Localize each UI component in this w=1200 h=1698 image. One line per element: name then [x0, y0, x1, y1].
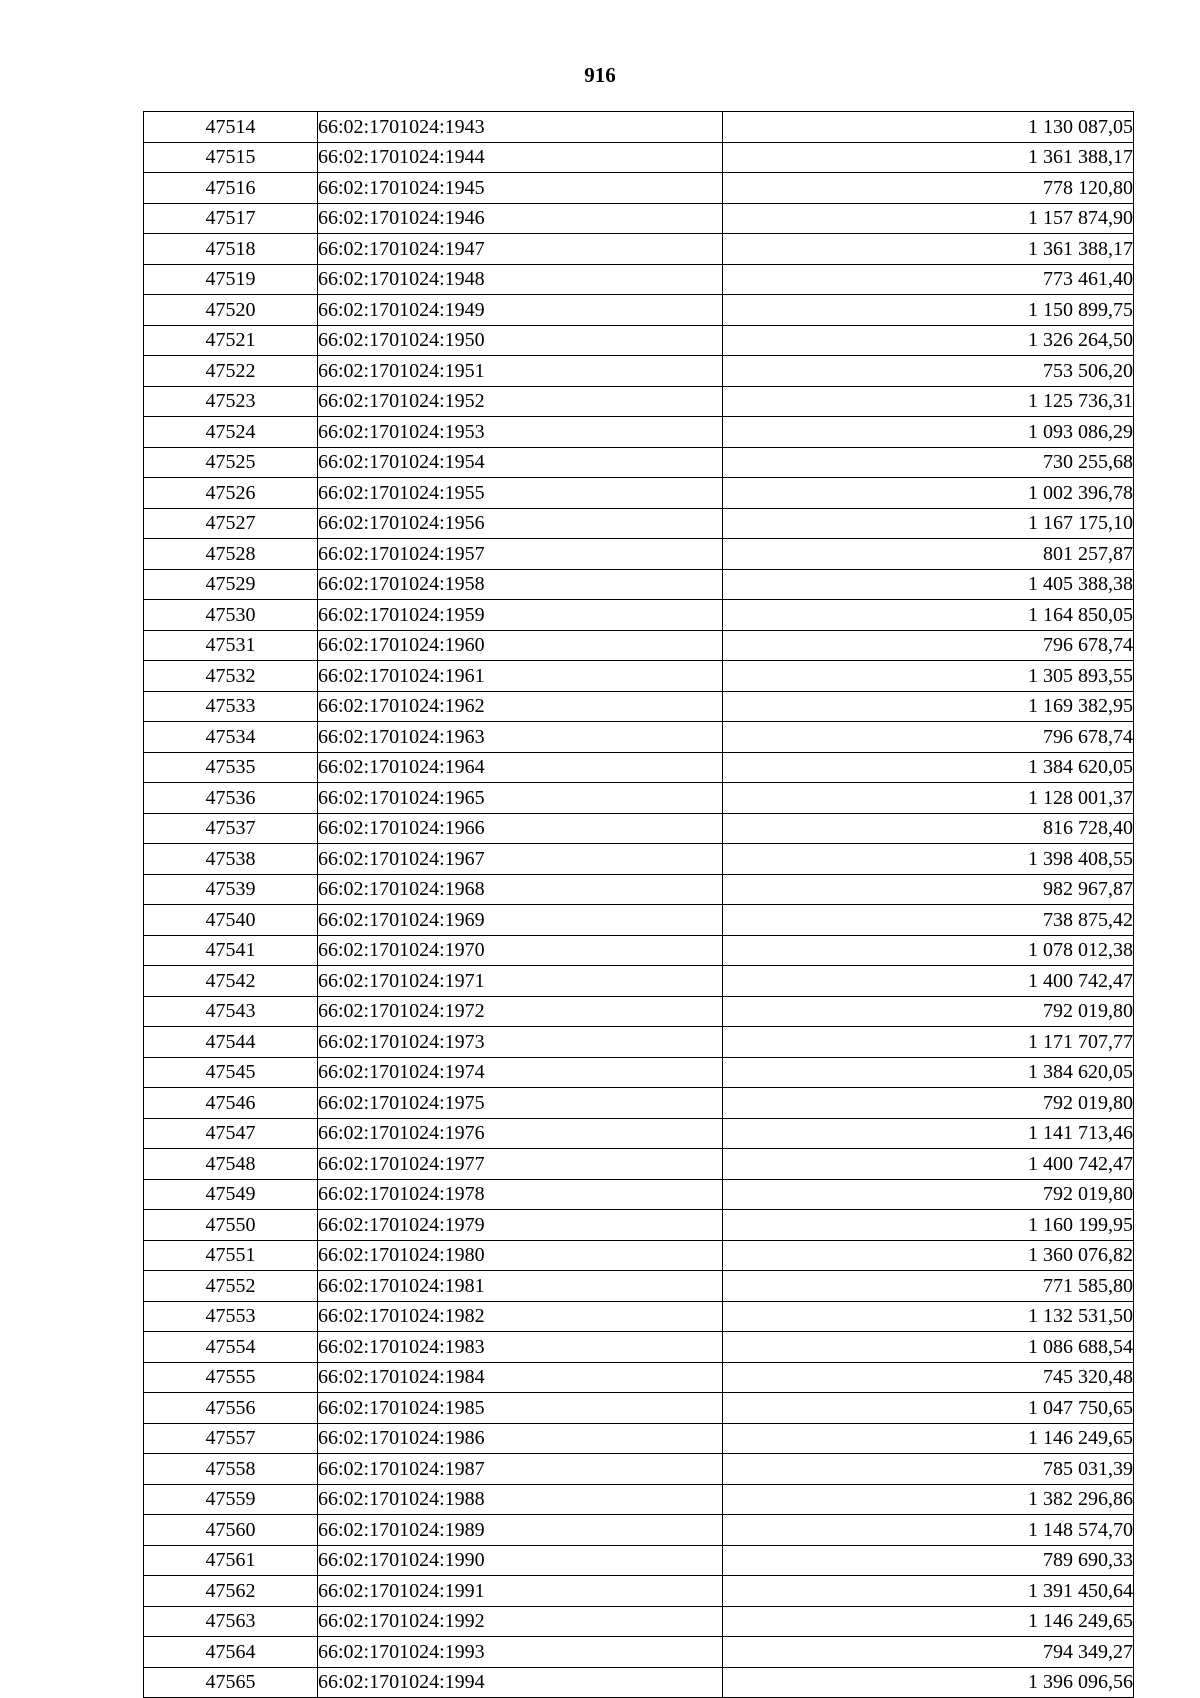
row-number-cell: 47547	[144, 1118, 318, 1149]
row-number-cell: 47553	[144, 1301, 318, 1332]
cadastral-number-cell: 66:02:1701024:1973	[318, 1027, 723, 1058]
row-number-cell: 47563	[144, 1606, 318, 1637]
table-row	[144, 691, 1134, 722]
table-row	[144, 112, 1134, 143]
table-row	[144, 630, 1134, 661]
cadastral-number-cell: 66:02:1701024:1964	[318, 752, 723, 783]
cadastral-value-cell: 1 086 688,54	[723, 1332, 1134, 1363]
cadastral-value-cell: 1 093 086,29	[723, 417, 1134, 448]
cadastral-value-cell: 1 167 175,10	[723, 508, 1134, 539]
cadastral-number-cell: 66:02:1701024:1988	[318, 1484, 723, 1515]
cadastral-number-cell: 66:02:1701024:1956	[318, 508, 723, 539]
cadastral-number-cell: 66:02:1701024:1963	[318, 722, 723, 753]
row-number-cell: 47557	[144, 1423, 318, 1454]
row-number-cell: 47534	[144, 722, 318, 753]
table-row	[144, 325, 1134, 356]
table-row	[144, 173, 1134, 204]
cadastral-number-cell: 66:02:1701024:1948	[318, 264, 723, 295]
table-row	[144, 996, 1134, 1027]
table-row	[144, 417, 1134, 448]
cadastral-value-cell: 794 349,27	[723, 1637, 1134, 1668]
cadastral-number-cell: 66:02:1701024:1969	[318, 905, 723, 936]
cadastral-value-cell: 1 169 382,95	[723, 691, 1134, 722]
cadastral-value-cell: 1 160 199,95	[723, 1210, 1134, 1241]
table-row	[144, 1667, 1134, 1698]
row-number-cell: 47519	[144, 264, 318, 295]
table-row	[144, 1240, 1134, 1271]
table-row	[144, 1423, 1134, 1454]
row-number-cell: 47525	[144, 447, 318, 478]
row-number-cell: 47558	[144, 1454, 318, 1485]
cadastral-number-cell: 66:02:1701024:1962	[318, 691, 723, 722]
cadastral-value-cell: 792 019,80	[723, 1088, 1134, 1119]
row-number-cell: 47516	[144, 173, 318, 204]
row-number-cell: 47546	[144, 1088, 318, 1119]
table-row	[144, 1606, 1134, 1637]
cadastral-number-cell: 66:02:1701024:1961	[318, 661, 723, 692]
table-row	[144, 874, 1134, 905]
cadastral-number-cell: 66:02:1701024:1958	[318, 569, 723, 600]
cadastral-number-cell: 66:02:1701024:1977	[318, 1149, 723, 1180]
cadastral-number-cell: 66:02:1701024:1980	[318, 1240, 723, 1271]
cadastral-value-cell: 730 255,68	[723, 447, 1134, 478]
cadastral-value-cell: 1 396 096,56	[723, 1667, 1134, 1698]
cadastral-value-cell: 796 678,74	[723, 630, 1134, 661]
row-number-cell: 47545	[144, 1057, 318, 1088]
cadastral-number-cell: 66:02:1701024:1979	[318, 1210, 723, 1241]
cadastral-number-cell: 66:02:1701024:1952	[318, 386, 723, 417]
table-row	[144, 752, 1134, 783]
cadastral-number-cell: 66:02:1701024:1957	[318, 539, 723, 570]
row-number-cell: 47541	[144, 935, 318, 966]
cadastral-number-cell: 66:02:1701024:1983	[318, 1332, 723, 1363]
cadastral-value-cell: 1 326 264,50	[723, 325, 1134, 356]
cadastral-value-cell: 785 031,39	[723, 1454, 1134, 1485]
row-number-cell: 47561	[144, 1545, 318, 1576]
row-number-cell: 47523	[144, 386, 318, 417]
row-number-cell: 47529	[144, 569, 318, 600]
row-number-cell: 47537	[144, 813, 318, 844]
row-number-cell: 47532	[144, 661, 318, 692]
cadastral-value-cell: 801 257,87	[723, 539, 1134, 570]
cadastral-number-cell: 66:02:1701024:1949	[318, 295, 723, 326]
table-row	[144, 1149, 1134, 1180]
cadastral-value-cell: 1 361 388,17	[723, 234, 1134, 265]
row-number-cell: 47538	[144, 844, 318, 875]
cadastral-number-cell: 66:02:1701024:1994	[318, 1667, 723, 1698]
cadastral-value-cell: 1 128 001,37	[723, 783, 1134, 814]
cadastral-number-cell: 66:02:1701024:1972	[318, 996, 723, 1027]
row-number-cell: 47565	[144, 1667, 318, 1698]
cadastral-number-cell: 66:02:1701024:1989	[318, 1515, 723, 1546]
table-row	[144, 935, 1134, 966]
cadastral-number-cell: 66:02:1701024:1970	[318, 935, 723, 966]
table-row	[144, 1210, 1134, 1241]
cadastral-value-cell: 1 382 296,86	[723, 1484, 1134, 1515]
cadastral-number-cell: 66:02:1701024:1986	[318, 1423, 723, 1454]
cadastral-value-cell: 745 320,48	[723, 1362, 1134, 1393]
table-row	[144, 386, 1134, 417]
cadastral-number-cell: 66:02:1701024:1944	[318, 142, 723, 173]
cadastral-number-cell: 66:02:1701024:1950	[318, 325, 723, 356]
cadastral-number-cell: 66:02:1701024:1984	[318, 1362, 723, 1393]
row-number-cell: 47535	[144, 752, 318, 783]
row-number-cell: 47527	[144, 508, 318, 539]
row-number-cell: 47548	[144, 1149, 318, 1180]
table-row	[144, 1179, 1134, 1210]
cadastral-number-cell: 66:02:1701024:1985	[318, 1393, 723, 1424]
table-row	[144, 844, 1134, 875]
cadastral-number-cell: 66:02:1701024:1954	[318, 447, 723, 478]
table-row	[144, 661, 1134, 692]
row-number-cell: 47521	[144, 325, 318, 356]
row-number-cell: 47544	[144, 1027, 318, 1058]
table-row	[144, 1301, 1134, 1332]
cadastral-value-cell: 1 305 893,55	[723, 661, 1134, 692]
cadastral-value-cell: 1 141 713,46	[723, 1118, 1134, 1149]
cadastral-value-cell: 1 400 742,47	[723, 966, 1134, 997]
table-row	[144, 1088, 1134, 1119]
row-number-cell: 47530	[144, 600, 318, 631]
table-row	[144, 1637, 1134, 1668]
cadastral-value-cell: 1 146 249,65	[723, 1606, 1134, 1637]
cadastral-number-cell: 66:02:1701024:1947	[318, 234, 723, 265]
cadastral-value-cell: 1 400 742,47	[723, 1149, 1134, 1180]
cadastral-number-cell: 66:02:1701024:1943	[318, 112, 723, 143]
table-row	[144, 1576, 1134, 1607]
table-row	[144, 234, 1134, 265]
table-row	[144, 1454, 1134, 1485]
cadastral-value-cell: 792 019,80	[723, 1179, 1134, 1210]
page-number: 916	[584, 63, 616, 87]
cadastral-number-cell: 66:02:1701024:1990	[318, 1545, 723, 1576]
cadastral-number-cell: 66:02:1701024:1946	[318, 203, 723, 234]
table-row	[144, 813, 1134, 844]
cadastral-value-cell: 1 361 388,17	[723, 142, 1134, 173]
cadastral-number-cell: 66:02:1701024:1967	[318, 844, 723, 875]
cadastral-value-cell: 738 875,42	[723, 905, 1134, 936]
table-row	[144, 295, 1134, 326]
cadastral-value-cell: 1 148 574,70	[723, 1515, 1134, 1546]
table-row	[144, 722, 1134, 753]
cadastral-number-cell: 66:02:1701024:1974	[318, 1057, 723, 1088]
cadastral-value-cell: 1 047 750,65	[723, 1393, 1134, 1424]
cadastral-value-cell: 1 391 450,64	[723, 1576, 1134, 1607]
table-row	[144, 508, 1134, 539]
cadastral-value-cell: 1 384 620,05	[723, 752, 1134, 783]
table-row	[144, 447, 1134, 478]
cadastral-value-cell: 792 019,80	[723, 996, 1134, 1027]
cadastral-number-cell: 66:02:1701024:1987	[318, 1454, 723, 1485]
row-number-cell: 47517	[144, 203, 318, 234]
table-row	[144, 1118, 1134, 1149]
cadastral-number-cell: 66:02:1701024:1945	[318, 173, 723, 204]
table-row	[144, 966, 1134, 997]
cadastral-number-cell: 66:02:1701024:1992	[318, 1606, 723, 1637]
cadastral-number-cell: 66:02:1701024:1993	[318, 1637, 723, 1668]
cadastral-number-cell: 66:02:1701024:1978	[318, 1179, 723, 1210]
row-number-cell: 47559	[144, 1484, 318, 1515]
cadastral-number-cell: 66:02:1701024:1953	[318, 417, 723, 448]
cadastral-value-cell: 1 130 087,05	[723, 112, 1134, 143]
table-row	[144, 569, 1134, 600]
row-number-cell: 47533	[144, 691, 318, 722]
cadastral-value-cell: 1 132 531,50	[723, 1301, 1134, 1332]
cadastral-value-cell: 1 157 874,90	[723, 203, 1134, 234]
row-number-cell: 47542	[144, 966, 318, 997]
cadastral-number-cell: 66:02:1701024:1960	[318, 630, 723, 661]
table-row	[144, 1362, 1134, 1393]
cadastral-value-cell: 778 120,80	[723, 173, 1134, 204]
cadastral-value-cell: 1 150 899,75	[723, 295, 1134, 326]
row-number-cell: 47550	[144, 1210, 318, 1241]
cadastral-number-cell: 66:02:1701024:1965	[318, 783, 723, 814]
cadastral-value-cell: 1 125 736,31	[723, 386, 1134, 417]
row-number-cell: 47556	[144, 1393, 318, 1424]
table-row	[144, 264, 1134, 295]
cadastral-value-cell: 1 384 620,05	[723, 1057, 1134, 1088]
cadastral-value-cell: 753 506,20	[723, 356, 1134, 387]
row-number-cell: 47564	[144, 1637, 318, 1668]
cadastral-value-cell: 1 002 396,78	[723, 478, 1134, 509]
cadastral-value-cell: 982 967,87	[723, 874, 1134, 905]
table-row	[144, 783, 1134, 814]
row-number-cell: 47524	[144, 417, 318, 448]
row-number-cell: 47540	[144, 905, 318, 936]
row-number-cell: 47536	[144, 783, 318, 814]
table-row	[144, 1515, 1134, 1546]
row-number-cell: 47552	[144, 1271, 318, 1302]
table-row	[144, 1057, 1134, 1088]
table-body	[144, 112, 1134, 1698]
cadastral-number-cell: 66:02:1701024:1991	[318, 1576, 723, 1607]
cadastral-number-cell: 66:02:1701024:1981	[318, 1271, 723, 1302]
table-row	[144, 539, 1134, 570]
row-number-cell: 47526	[144, 478, 318, 509]
row-number-cell: 47522	[144, 356, 318, 387]
cadastral-value-cell: 816 728,40	[723, 813, 1134, 844]
row-number-cell: 47514	[144, 112, 318, 143]
table-row	[144, 203, 1134, 234]
cadastral-number-cell: 66:02:1701024:1955	[318, 478, 723, 509]
table-row	[144, 142, 1134, 173]
cadastral-value-cell: 1 360 076,82	[723, 1240, 1134, 1271]
cadastral-number-cell: 66:02:1701024:1976	[318, 1118, 723, 1149]
table-row	[144, 478, 1134, 509]
cadastral-value-cell: 796 678,74	[723, 722, 1134, 753]
cadastral-value-cell: 1 405 388,38	[723, 569, 1134, 600]
cadastral-value-cell: 1 398 408,55	[723, 844, 1134, 875]
cadastral-value-cell: 771 585,80	[723, 1271, 1134, 1302]
table-row	[144, 1332, 1134, 1363]
row-number-cell: 47549	[144, 1179, 318, 1210]
cadastral-value-cell: 789 690,33	[723, 1545, 1134, 1576]
row-number-cell: 47543	[144, 996, 318, 1027]
row-number-cell: 47520	[144, 295, 318, 326]
cadastral-value-cell: 1 164 850,05	[723, 600, 1134, 631]
table-row	[144, 1393, 1134, 1424]
row-number-cell: 47560	[144, 1515, 318, 1546]
table-row	[144, 600, 1134, 631]
table-row	[144, 1027, 1134, 1058]
row-number-cell: 47562	[144, 1576, 318, 1607]
row-number-cell: 47539	[144, 874, 318, 905]
table-row	[144, 1484, 1134, 1515]
row-number-cell: 47528	[144, 539, 318, 570]
cadastral-number-cell: 66:02:1701024:1966	[318, 813, 723, 844]
table-row	[144, 356, 1134, 387]
cadastral-value-cell: 773 461,40	[723, 264, 1134, 295]
cadastral-value-table	[143, 111, 1134, 1698]
table-row	[144, 905, 1134, 936]
row-number-cell: 47555	[144, 1362, 318, 1393]
table-row	[144, 1545, 1134, 1576]
cadastral-number-cell: 66:02:1701024:1959	[318, 600, 723, 631]
cadastral-value-cell: 1 078 012,38	[723, 935, 1134, 966]
cadastral-number-cell: 66:02:1701024:1971	[318, 966, 723, 997]
row-number-cell: 47551	[144, 1240, 318, 1271]
cadastral-value-cell: 1 171 707,77	[723, 1027, 1134, 1058]
cadastral-number-cell: 66:02:1701024:1982	[318, 1301, 723, 1332]
row-number-cell: 47554	[144, 1332, 318, 1363]
row-number-cell: 47531	[144, 630, 318, 661]
table-row	[144, 1271, 1134, 1302]
cadastral-number-cell: 66:02:1701024:1975	[318, 1088, 723, 1119]
cadastral-value-cell: 1 146 249,65	[723, 1423, 1134, 1454]
cadastral-number-cell: 66:02:1701024:1968	[318, 874, 723, 905]
row-number-cell: 47518	[144, 234, 318, 265]
cadastral-number-cell: 66:02:1701024:1951	[318, 356, 723, 387]
row-number-cell: 47515	[144, 142, 318, 173]
